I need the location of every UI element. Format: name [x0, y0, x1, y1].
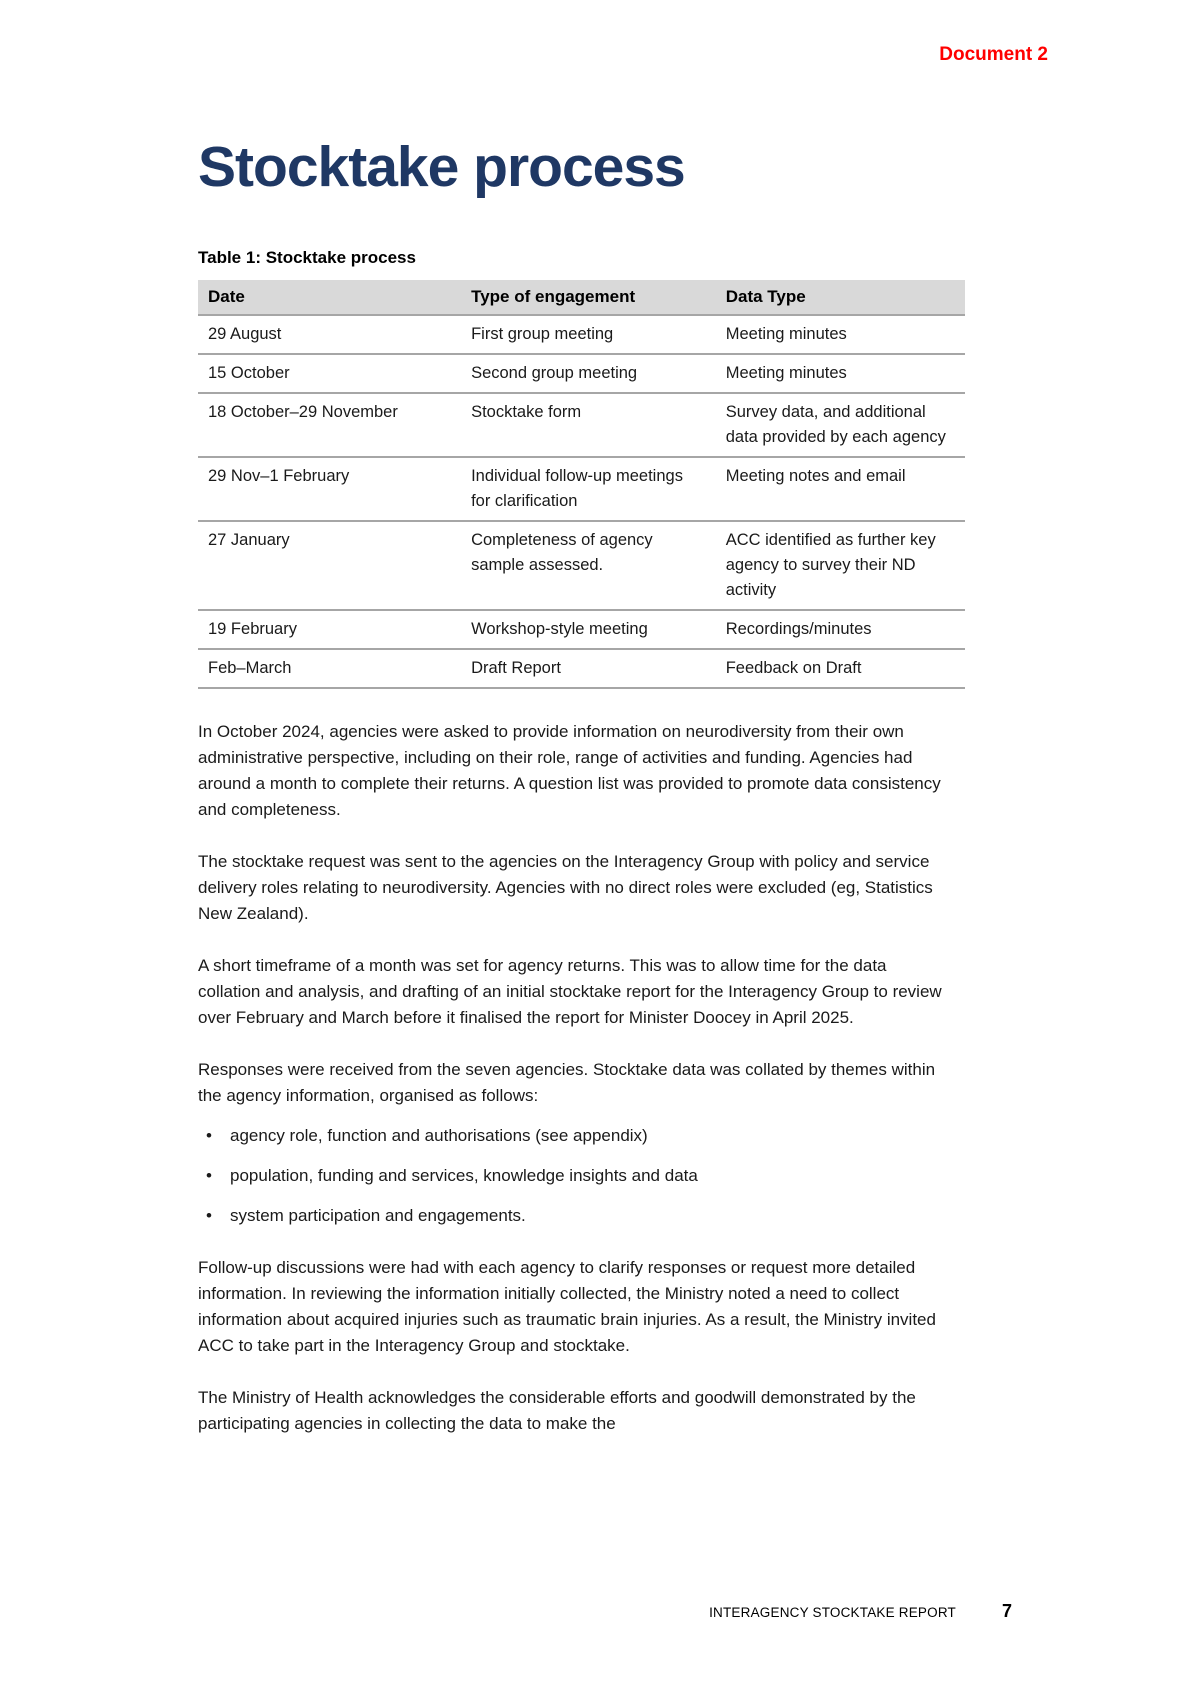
cell-data-type: Meeting minutes [716, 354, 965, 393]
cell-date: 27 January [198, 521, 461, 610]
column-header-data-type: Data Type [716, 280, 965, 315]
paragraph: Responses were received from the seven agencies. Stocktake data was collated by themes within the agency information, organised as follows: [198, 1060, 936, 1105]
cell-date: Feb–March [198, 649, 461, 688]
page-footer [709, 1601, 1012, 1622]
cell-engagement: Draft Report [461, 649, 716, 688]
stocktake-process-table [198, 280, 965, 689]
cell-engagement: Completeness of agency sample assessed. [461, 521, 716, 610]
document-label: Document 2 [939, 44, 1048, 65]
bullet-list [198, 1123, 953, 1229]
table-row [198, 610, 965, 649]
cell-engagement: Stocktake form [461, 393, 716, 457]
cell-data-type: Survey data, and additional data provided by each agency [716, 393, 965, 457]
page-title: Stocktake process [198, 135, 685, 199]
footer-page-number: 7 [1001, 1601, 1012, 1621]
cell-engagement: Workshop-style meeting [461, 610, 716, 649]
table-row [198, 649, 965, 688]
cell-date: 29 Nov–1 February [198, 457, 461, 521]
table-row [198, 315, 965, 354]
page-content [0, 135, 965, 1437]
table-caption: Table 1: Stocktake process [198, 248, 416, 267]
cell-date: 15 October [198, 354, 461, 393]
table-row [198, 521, 965, 610]
cell-date: 19 February [198, 610, 461, 649]
cell-data-type: Meeting minutes [716, 315, 965, 354]
paragraph: The Ministry of Health acknowledges the considerable efforts and goodwill demonstrated by the participating agencies in collecting the data to make the [198, 1388, 916, 1433]
cell-data-type: Meeting notes and email [716, 457, 965, 521]
cell-date: 29 August [198, 315, 461, 354]
cell-data-type: ACC identified as further key agency to survey their ND activity [716, 521, 965, 610]
column-header-engagement: Type of engagement [461, 280, 716, 315]
body-text [198, 719, 965, 1437]
cell-engagement: Individual follow-up meetings for clarification [461, 457, 716, 521]
table-row [198, 457, 965, 521]
paragraph: The stocktake request was sent to the agencies on the Interagency Group with policy and service delivery roles relating to neurodiversity. Agencies with no direct roles were excluded (eg, Statistics New Zealand). [198, 852, 933, 923]
table-row [198, 393, 965, 457]
table-row [198, 354, 965, 393]
bullet-item: • agency role, function and authorisations (see appendix) [198, 1123, 953, 1149]
cell-data-type: Feedback on Draft [716, 649, 965, 688]
cell-engagement: First group meeting [461, 315, 716, 354]
column-header-date: Date [198, 280, 461, 315]
footer-report-name: INTERAGENCY STOCKTAKE REPORT [709, 1605, 956, 1620]
cell-engagement: Second group meeting [461, 354, 716, 393]
paragraph: A short timeframe of a month was set for agency returns. This was to allow time for the data collation and analysis, and drafting of an initial stocktake report for the Interagency Group to review over February and March before it finalised the report for Minister Doocey in April 2025. [198, 956, 942, 1027]
table-header-row [198, 280, 965, 315]
bullet-item: • population, funding and services, knowledge insights and data [198, 1163, 953, 1189]
cell-data-type: Recordings/minutes [716, 610, 965, 649]
bullet-item: • system participation and engagements. [198, 1203, 953, 1229]
cell-date: 18 October–29 November [198, 393, 461, 457]
paragraph: Follow-up discussions were had with each agency to clarify responses or request more detailed information. In reviewing the information initially collected, the Ministry noted a need to collect information about acquired injuries such as traumatic brain injuries. As a result, the Ministry invited ACC to take part in the Interagency Group and stocktake. [198, 1258, 936, 1355]
paragraph: In October 2024, agencies were asked to provide information on neurodiversity from their own administrative perspective, including on their role, range of activities and funding. Agencies had around a month to complete their returns. A question list was provided to promote data consistency and completeness. [198, 722, 941, 819]
